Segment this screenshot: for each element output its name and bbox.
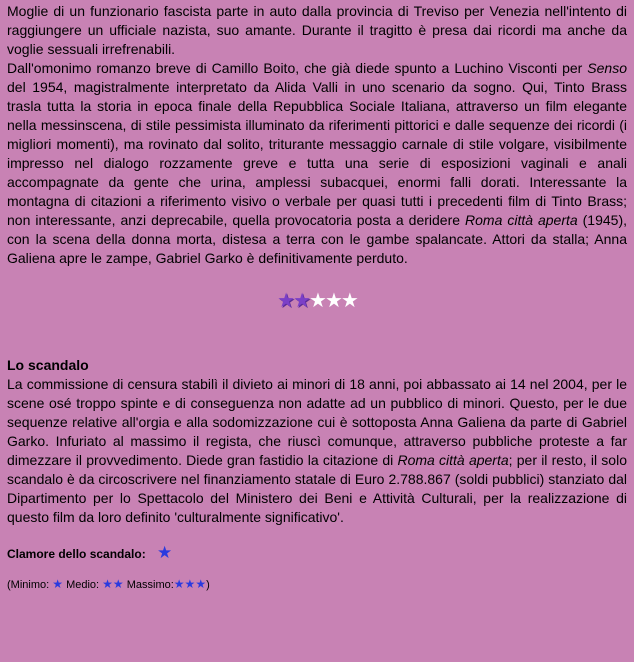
legend-min-star-icon: ★ — [52, 577, 63, 591]
legend-medio-label: Medio: — [66, 579, 100, 591]
star-filled-icon: ★ — [277, 290, 294, 312]
star-filled-icon: ★ — [293, 290, 310, 312]
legend-max-star-icon: ★★★ — [173, 577, 207, 591]
legend-close: ) — [206, 579, 210, 591]
critique-text-a: Dall'omonimo romanzo breve di Camillo Boito, che già diede spunto a Luchino Visconti per — [7, 60, 588, 76]
scandal-text-a: La commissione di censura stabilì il divieto ai minori di 18 anni, poi abbassato ai 14 nel 2004, per le scene osé troppo spinte e di conseguenza non adatte ad un pubblico di minori. Questo, per le due sequenze relative all'orgia e alla sodomizzazione cui è sottoposta Anna Galiena da parte di Gabriel Garko. Infuriato al massimo il regista, che riuscì comunque, attraverso pubbliche proteste a far dimezzare il provvedimento. Diede gran fastidio la citazione di — [7, 376, 627, 468]
film-title-senso: Senso — [587, 60, 627, 76]
legend-max-label: Massimo: — [126, 579, 174, 591]
review-critique-paragraph — [7, 59, 627, 268]
star-rating — [7, 290, 627, 312]
critique-text-c: (1945), con la scena della donna morta, distesa a terra con le gambe spalancate. Attori da stalla; Anna Galiena apre le zampe, Gabriel Garko è definitivamente perduto. — [7, 212, 627, 266]
star-empty-icon: ★ — [340, 290, 357, 312]
star-empty-icon: ★ — [324, 290, 341, 312]
film-title-roma: Roma città aperta — [465, 212, 578, 228]
scandal-paragraph — [7, 375, 627, 527]
legend-min-label: (Minimo: — [7, 579, 50, 591]
scandal-level — [7, 544, 627, 563]
film-title-roma-scandal: Roma città aperta — [397, 452, 509, 468]
scandal-legend — [7, 577, 627, 593]
critique-text-b: del 1954, magistralmente interpretato da Alida Valli in uno scenario da sogno. Qui, Tinto Brass trasla tutta la storia in epoca finale della Repubblica Sociale Italiana, attraverso un film elegante nella messinscena, di stile pessimista illuminato da riferimenti pittorici e dalle sequenze dei ricordi (i migliori momenti), ma rovinato dal solito, triturante messaggio carnale di stile volgare, visibilmente impresso nel dialogo rozzamente greve e tutta una serie di esposizioni vaginali e anali accompagnate da gente che urina, amplessi subacquei, enormi falli dorati. Interessante la montagna di citazioni a riferimento visivo o verbale per quasi tutti i precedenti film di Tinto Brass; non interessante, anzi deprecabile, quella provocatoria posta a deridere — [7, 79, 627, 228]
review-plot-paragraph: Moglie di un funzionario fascista parte in auto dalla provincia di Treviso per Venezia nell'intento di raggiungere un ufficiale nazista, suo amante. Durante il tragitto è presa dai ricordi ma anche da voglie sessuali irrefrenabili. — [7, 3, 627, 57]
scandal-text-b: ; per il resto, il solo scandalo è da circoscrivere nel finanziamento statale di Euro 2.788.867 (soldi pubblici) stanziato dal Dipartimento per lo Spettacolo del Ministero dei Beni e Attività Culturali, per la realizzazione di questo film da loro definito 'culturalmente significativo'. — [7, 452, 627, 525]
scandal-star-icon: ★ — [157, 543, 173, 562]
star-empty-icon: ★ — [309, 290, 325, 312]
scandal-heading: Lo scandalo — [7, 357, 89, 373]
scandal-level-label: Clamore dello scandalo: — [7, 547, 146, 561]
legend-med-star-icon: ★★ — [102, 577, 124, 591]
